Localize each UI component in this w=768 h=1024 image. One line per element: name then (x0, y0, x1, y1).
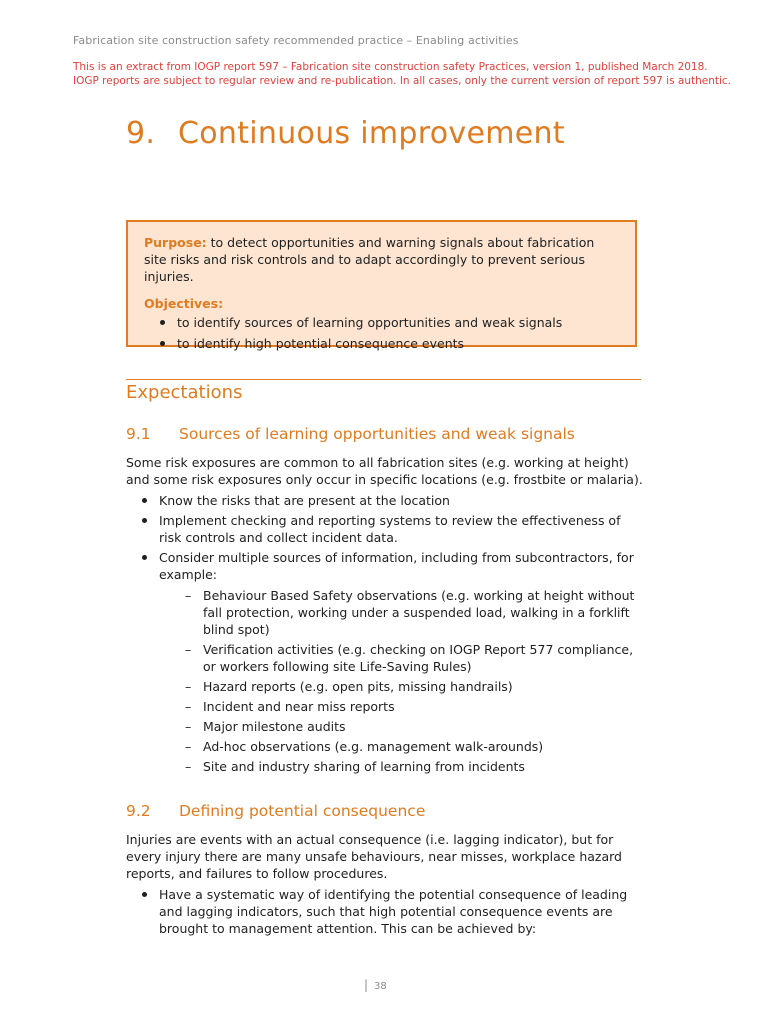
extract-notice (73, 60, 731, 88)
objectives-label: Objectives: (144, 296, 224, 311)
sub-list-item: – Hazard reports (e.g. open pits, missing handrails) (185, 678, 646, 695)
section-9-2-title: Defining potential consequence (179, 802, 426, 820)
sub-list-item: – Major milestone audits (185, 718, 646, 735)
purpose-box (126, 220, 637, 351)
sub-list-item: – Verification activities (e.g. checking on IOGP Report 577 compliance, or workers following site Life-Saving Rules) (185, 641, 646, 675)
sub-list-item: – Site and industry sharing of learning from incidents (185, 758, 646, 775)
sub-list-item: – Behaviour Based Safety observations (e.g. working at height without fall protection, working under a suspended load, walking in a forklift blind spot) (185, 587, 646, 638)
section-9-1 (126, 426, 646, 778)
list-item: Implement checking and reporting systems to review the effectiveness of risk controls and collect incident data. (142, 512, 646, 546)
sub-list-item: – Incident and near miss reports (185, 698, 646, 715)
extract-notice-line-1: This is an extract from IOGP report 597 – Fabrication site construction safety Practices, version 1, published March 2018. (73, 61, 708, 73)
section-9-2-bullets (126, 886, 646, 937)
section-9-1-heading (126, 426, 646, 443)
purpose-paragraph (144, 234, 619, 285)
sources-sublist (159, 587, 646, 775)
section-9-1-title: Sources of learning opportunities and weak signals (179, 425, 575, 443)
list-item-text: Consider multiple sources of information, including from subcontractors, for example: (159, 550, 634, 582)
section-9-1-bullets (126, 492, 646, 775)
list-item: Know the risks that are present at the location (142, 492, 646, 509)
section-9-2-intro: Injuries are events with an actual consequence (i.e. lagging indicator), but for every injury there are many unsafe behaviours, near misses, workplace hazard reports, and failures to follow procedures. (126, 832, 622, 881)
running-header: Fabrication site construction safety recommended practice – Enabling activities (73, 34, 519, 47)
list-item (142, 549, 646, 775)
page-number-value: 38 (374, 981, 387, 992)
objective-item: to identify high potential consequence events (160, 335, 619, 352)
list-item: Have a systematic way of identifying the potential consequence of leading and lagging indicators, such that high potential consequence events are brought to management attention. This can be achieved by: (142, 886, 646, 937)
page-number-separator: | (364, 978, 369, 992)
expectations-heading: Expectations (126, 382, 243, 403)
chapter-number: 9. (126, 116, 156, 151)
section-9-2-number: 9.2 (126, 802, 151, 820)
extract-notice-line-2: IOGP reports are subject to regular review and re-publication. In all cases, only the current version of report 597 is authentic. (73, 75, 732, 87)
purpose-label: Purpose: (144, 235, 207, 250)
page-number (364, 978, 387, 992)
section-9-1-number: 9.1 (126, 425, 151, 443)
purpose-text: to detect opportunities and warning signals about fabrication site risks and risk controls and to adapt accordingly to prevent serious injuries. (144, 235, 595, 284)
section-divider (126, 379, 641, 380)
section-9-1-intro: Some risk exposures are common to all fabrication sites (e.g. working at height) and some risk exposures only occur in specific locations (e.g. frostbite or malaria). (126, 455, 643, 487)
chapter-title (126, 116, 565, 151)
objective-item: to identify sources of learning opportunities and weak signals (160, 314, 619, 331)
chapter-title-text: Continuous improvement (178, 116, 565, 151)
section-9-2-heading (126, 803, 646, 820)
section-9-2 (126, 803, 646, 940)
sub-list-item: – Ad-hoc observations (e.g. management walk-arounds) (185, 738, 646, 755)
objectives-list (144, 314, 619, 352)
